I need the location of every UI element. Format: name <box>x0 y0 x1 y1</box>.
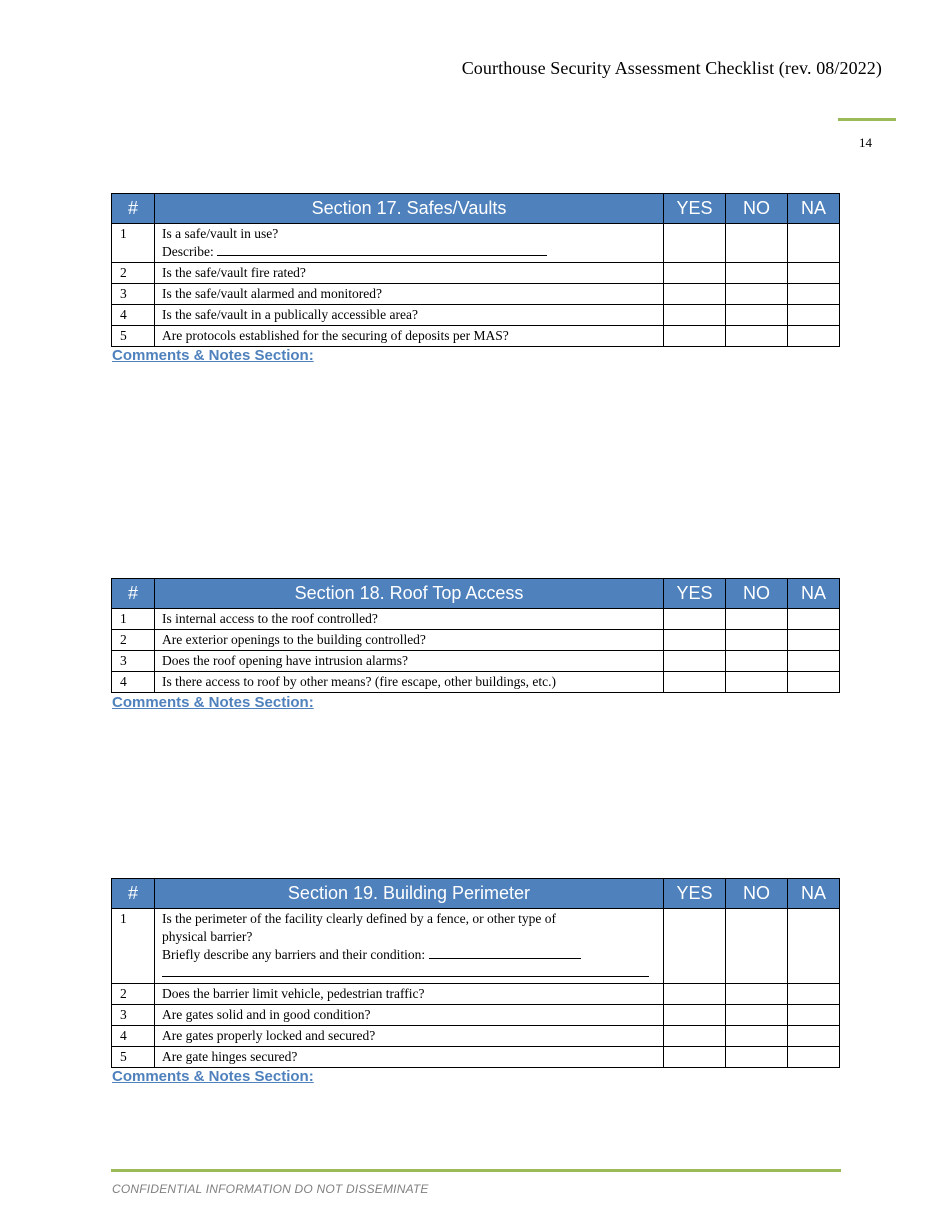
table-row <box>112 224 840 263</box>
yes-cell[interactable] <box>664 263 726 284</box>
col-header-na: NA <box>788 194 840 224</box>
question-line: physical barrier? <box>162 929 253 944</box>
row-number: 2 <box>112 984 155 1005</box>
no-cell[interactable] <box>726 984 788 1005</box>
confidential-footer: CONFIDENTIAL INFORMATION DO NOT DISSEMINATE <box>112 1182 429 1196</box>
no-cell[interactable] <box>726 630 788 651</box>
question-text <box>155 909 664 984</box>
table-row <box>112 651 840 672</box>
yes-cell[interactable] <box>664 224 726 263</box>
col-header-num: # <box>112 194 155 224</box>
question-text: Are exterior openings to the building controlled? <box>155 630 664 651</box>
question-text: Does the roof opening have intrusion alarms? <box>155 651 664 672</box>
row-number: 1 <box>112 224 155 263</box>
na-cell[interactable] <box>788 305 840 326</box>
page-number: 14 <box>859 135 872 150</box>
document-title: Courthouse Security Assessment Checklist (rev. 08/2022) <box>461 58 882 78</box>
yes-cell[interactable] <box>664 630 726 651</box>
table-row <box>112 1005 840 1026</box>
yes-cell[interactable] <box>664 672 726 693</box>
question-text: Are gate hinges secured? <box>155 1047 664 1068</box>
question-text: Are gates solid and in good condition? <box>155 1005 664 1026</box>
question-text: Is the safe/vault fire rated? <box>155 263 664 284</box>
col-header-num: # <box>112 879 155 909</box>
yes-cell[interactable] <box>664 651 726 672</box>
no-cell[interactable] <box>726 1026 788 1047</box>
col-header-no: NO <box>726 579 788 609</box>
section-19-table <box>111 878 840 1068</box>
table-row <box>112 1026 840 1047</box>
row-number: 5 <box>112 1047 155 1068</box>
no-cell[interactable] <box>726 609 788 630</box>
table-row <box>112 909 840 984</box>
yes-cell[interactable] <box>664 1047 726 1068</box>
table-header-row <box>112 579 840 609</box>
no-cell[interactable] <box>726 672 788 693</box>
no-cell[interactable] <box>726 326 788 347</box>
header-rule <box>838 118 896 121</box>
section-19-comments-label: Comments & Notes Section: <box>112 1068 314 1085</box>
table-header-row <box>112 194 840 224</box>
section-17-table <box>111 193 840 347</box>
row-number: 2 <box>112 263 155 284</box>
question-text: Is there access to roof by other means? (fire escape, other buildings, etc.) <box>155 672 664 693</box>
no-cell[interactable] <box>726 909 788 984</box>
question-text: Are protocols established for the securing of deposits per MAS? <box>155 326 664 347</box>
col-header-no: NO <box>726 879 788 909</box>
table-row <box>112 305 840 326</box>
yes-cell[interactable] <box>664 326 726 347</box>
na-cell[interactable] <box>788 672 840 693</box>
no-cell[interactable] <box>726 1047 788 1068</box>
no-cell[interactable] <box>726 284 788 305</box>
no-cell[interactable] <box>726 224 788 263</box>
na-cell[interactable] <box>788 630 840 651</box>
na-cell[interactable] <box>788 651 840 672</box>
table-row <box>112 672 840 693</box>
question-line: Briefly describe any barriers and their condition: <box>162 947 426 962</box>
question-line: Is a safe/vault in use? <box>162 226 279 241</box>
col-header-yes: YES <box>664 194 726 224</box>
col-header-na: NA <box>788 879 840 909</box>
yes-cell[interactable] <box>664 909 726 984</box>
no-cell[interactable] <box>726 651 788 672</box>
table-row <box>112 609 840 630</box>
no-cell[interactable] <box>726 263 788 284</box>
question-text: Is the safe/vault in a publically accessible area? <box>155 305 664 326</box>
description-fill-line[interactable] <box>429 947 581 959</box>
na-cell[interactable] <box>788 609 840 630</box>
section-19-title: Section 19. Building Perimeter <box>155 879 664 909</box>
na-cell[interactable] <box>788 284 840 305</box>
no-cell[interactable] <box>726 1005 788 1026</box>
row-number: 1 <box>112 909 155 984</box>
description-fill-line[interactable] <box>162 965 649 977</box>
na-cell[interactable] <box>788 1047 840 1068</box>
yes-cell[interactable] <box>664 984 726 1005</box>
row-number: 2 <box>112 630 155 651</box>
row-number: 3 <box>112 284 155 305</box>
question-text: Does the barrier limit vehicle, pedestrian traffic? <box>155 984 664 1005</box>
section-17-title: Section 17. Safes/Vaults <box>155 194 664 224</box>
na-cell[interactable] <box>788 263 840 284</box>
footer-rule <box>111 1169 841 1172</box>
question-text: Is internal access to the roof controlled? <box>155 609 664 630</box>
table-header-row <box>112 879 840 909</box>
question-text: Are gates properly locked and secured? <box>155 1026 664 1047</box>
col-header-yes: YES <box>664 579 726 609</box>
yes-cell[interactable] <box>664 1026 726 1047</box>
section-18-table <box>111 578 840 693</box>
yes-cell[interactable] <box>664 305 726 326</box>
na-cell[interactable] <box>788 326 840 347</box>
yes-cell[interactable] <box>664 1005 726 1026</box>
section-17-comments-label: Comments & Notes Section: <box>112 347 314 364</box>
row-number: 3 <box>112 651 155 672</box>
col-header-yes: YES <box>664 879 726 909</box>
table-row <box>112 984 840 1005</box>
section-18-comments-label: Comments & Notes Section: <box>112 694 314 711</box>
yes-cell[interactable] <box>664 284 726 305</box>
col-header-na: NA <box>788 579 840 609</box>
table-row <box>112 326 840 347</box>
table-row <box>112 284 840 305</box>
row-number: 1 <box>112 609 155 630</box>
col-header-num: # <box>112 579 155 609</box>
na-cell[interactable] <box>788 1026 840 1047</box>
na-cell[interactable] <box>788 1005 840 1026</box>
question-text: Is the safe/vault alarmed and monitored? <box>155 284 664 305</box>
na-cell[interactable] <box>788 909 840 984</box>
yes-cell[interactable] <box>664 609 726 630</box>
question-line: Is the perimeter of the facility clearly defined by a fence, or other type of <box>162 911 556 926</box>
col-header-no: NO <box>726 194 788 224</box>
na-cell[interactable] <box>788 984 840 1005</box>
row-number: 4 <box>112 1026 155 1047</box>
row-number: 4 <box>112 305 155 326</box>
row-number: 5 <box>112 326 155 347</box>
describe-fill-line[interactable] <box>217 244 547 256</box>
table-row <box>112 1047 840 1068</box>
table-row <box>112 263 840 284</box>
question-text <box>155 224 664 263</box>
row-number: 3 <box>112 1005 155 1026</box>
table-row <box>112 630 840 651</box>
section-18-title: Section 18. Roof Top Access <box>155 579 664 609</box>
na-cell[interactable] <box>788 224 840 263</box>
row-number: 4 <box>112 672 155 693</box>
question-line: Describe: <box>162 244 214 259</box>
no-cell[interactable] <box>726 305 788 326</box>
